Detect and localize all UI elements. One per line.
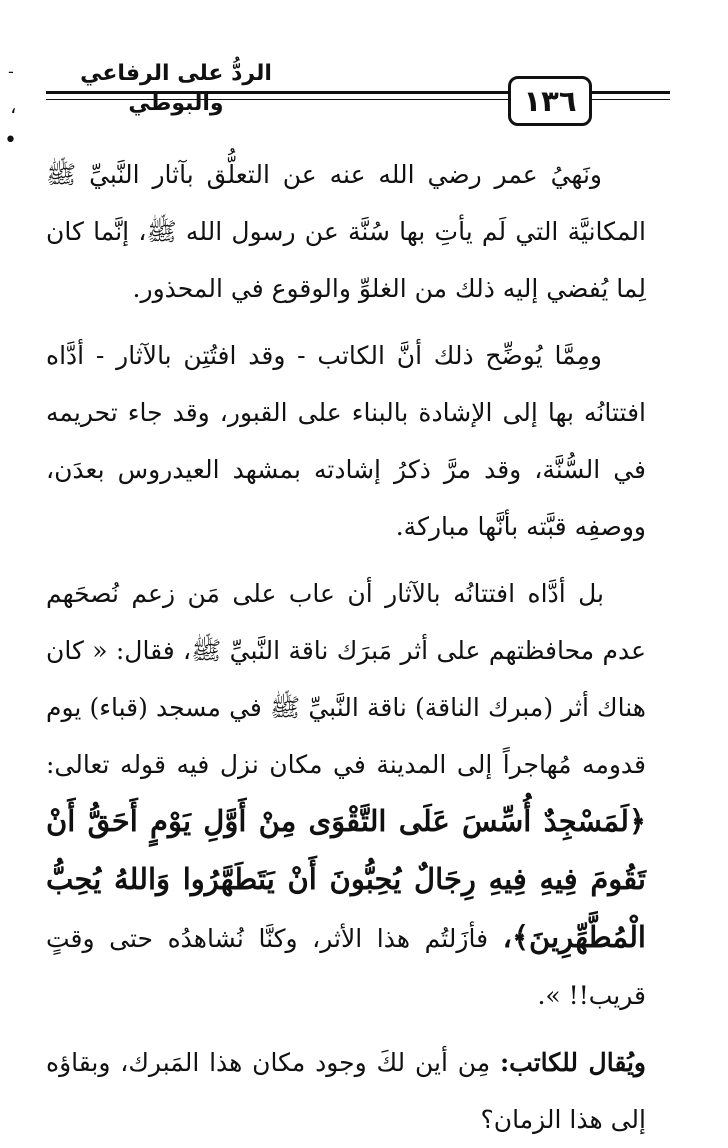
paragraph-camel-kneeling-site [46, 565, 646, 1024]
camel-site-ending: فأزَلتُم هذا الأثر، وكنَّا نُشاهدُه حتى وقتٍ قريب!! ». [46, 924, 646, 1010]
response-text: مِن أين لكَ وجود مكان هذا المَبرك، وبقاؤه إلى هذا الزمان؟ [46, 1048, 646, 1134]
margin-comma-mark: ، [10, 94, 17, 118]
response-label: ويُقال للكاتب: [499, 1048, 647, 1077]
main-text [46, 146, 647, 1134]
paragraph-author-shrines: ومِمَّا يُوضِّح ذلك أنَّ الكاتب - وقد افتُتِن بالآثار - أدَّاه افتتانُه بها إلى الإشادة بالبناء على القبور، وقد جاء تحريمه في السُّنَّة، وقد مرَّ ذكرُ إشادته بمشهد العيدروس بعدَن، ووصفِه قبَّته بأنَّها مباركة. [46, 341, 646, 541]
margin-dot-mark: • [4, 128, 17, 153]
quran-verse: ﴿لَمَسْجِدٌ أُسِّسَ عَلَى التَّقْوَى مِنْ أَوَّلِ يَوْمٍ أَحَقُّ أَنْ تَقُومَ فِيهِ فِيهِ رِجَالٌ يُحِبُّونَ أَنْ يَتَطَهَّرُوا وَاللهُ يُحِبُّ الْمُطَّهِّرِينَ﴾، [46, 804, 646, 954]
page-number-box: ١٣٦ [508, 76, 592, 126]
paragraph-response-to-author [46, 1034, 646, 1148]
margin-dash-mark: - [8, 62, 14, 81]
running-title: الردُّ على الرفاعي والبوطي [80, 61, 272, 116]
paragraph-umar-prohibition: ونَهيُ عمر رضي الله عنه عن التعلُّق بآثار النَّبيِّ ﷺ المكانيَّة التي لَم يأتِ بها سُنَّة عن رسول الله ﷺ، إنَّما كان لِما يُفضي إليه ذلك من الغلوِّ والوقوع في المحذور. [46, 160, 646, 303]
page-header [38, 55, 676, 125]
camel-site-text: بل أدَّاه افتتانُه بالآثار أن عاب على مَن زعم نُصحَهم عدم محافظتهم على أثر مَبرَك ناقة النَّبيِّ ﷺ، فقال: « كان هناك أثر (مبرك الناقة) ناقة النَّبيِّ ﷺ في مسجد (قباء) يوم قدومه مُهاجراً إلى المدينة في مكان نزل فيه قوله تعالى: [46, 579, 646, 779]
